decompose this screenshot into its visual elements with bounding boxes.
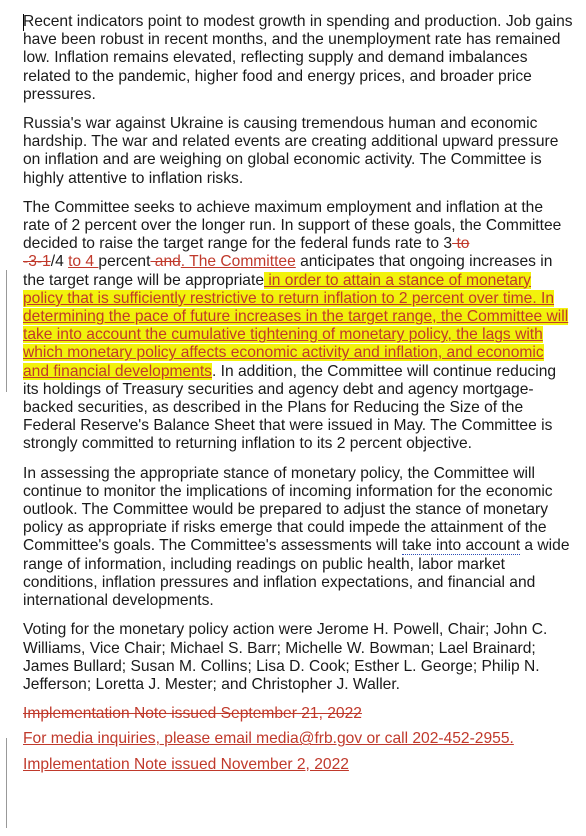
text-run: . In addition, the Committee will continue reducing its holdings of Treasury securities and agency debt and agency mortgage-backed securities, as described in the Plans for Reducing the Size of the Federal Reserve's Balance Sheet that were issued in May. The Committee is strongly committed to returning inflation to its 2 percent objective.: [23, 362, 557, 453]
deleted-text: -3-1: [23, 253, 51, 271]
paragraph-economic-indicators[interactable]: Recent indicators point to modest growth in spending and production. Job gains have been robust in recent months, and the unemployment rate has remained low. Inflation remains elevated, reflecting supply and demand imbalances related to the pandemic, higher food and energy prices, and broader price pressures.: [23, 13, 573, 103]
deleted-implementation-note[interactable]: Implementation Note issued September 21, 2022: [23, 705, 362, 723]
inserted-implementation-note[interactable]: Implementation Note issued November 2, 2022: [23, 755, 349, 773]
inserted-highlighted-text: in order to attain a stance of monetary policy that is sufficiently restrictive to return inflation to 2 percent over time. In determining the pace of future increases in the target range, the Committee will take into account the cumulative tightening of monetary policy, the lags with which monetary policy affects economic activity and inflation, and economic and financial developments: [23, 271, 569, 380]
media-inquiries-note[interactable]: For media inquiries, please email media@frb.gov or call 202-452-2955.: [23, 730, 514, 748]
text-run: percent: [98, 253, 151, 271]
change-bar-notes: [6, 738, 7, 828]
paragraph-assessing-stance[interactable]: [23, 465, 573, 611]
inserted-text: to 4: [68, 253, 99, 271]
text-run: a wide range of information, including readings on public health, labor market conditions, inflation pressures and inflation expectations, and financial and international developments.: [23, 537, 570, 610]
paragraph-policy-decision[interactable]: [23, 199, 573, 454]
dotted-underline-text: take into account: [402, 537, 521, 555]
paragraph-russia-ukraine[interactable]: Russia's war against Ukraine is causing tremendous human and economic hardship. The war and related events are creating additional upward pressure on inflation and are weighing on global economic activity. The Committee is highly attentive to inflation risks.: [23, 115, 559, 187]
inserted-text: . The Committee: [180, 253, 296, 271]
text-run: The Committee seeks to achieve maximum employment and inflation at the rate of 2 percent over the longer run. In support of these goals, the Committee decided to raise the target range for the federal funds rate to 3: [23, 198, 562, 253]
deleted-text: and: [150, 253, 181, 271]
document-body[interactable]: [23, 13, 573, 781]
text-run: /4: [50, 253, 69, 271]
deleted-text: to: [452, 235, 470, 253]
text-run: In assessing the appropriate stance of monetary policy, the Committee will continue to monitor the implications of incoming information for the economic outlook. The Committee would be prepared to adjust the stance of monetary policy as appropriate if risks emerge that could impede the attainment of the Committee's goals. The Committee's assessments will: [23, 464, 553, 555]
paragraph-voting[interactable]: Voting for the monetary policy action were Jerome H. Powell, Chair; John C. Williams, Vice Chair; Michael S. Barr; Michelle W. Bowman; Lael Brainard; James Bullard; Susan M. Collins; Lisa D. Cook; Esther L. George; Philip N. Jefferson; Loretta J. Mester; and Christopher J. Waller.: [23, 621, 548, 693]
text-run: anticipates that ongoing increases in the target range will be appropriate: [23, 253, 553, 289]
change-bar-paragraph-3: [6, 270, 7, 392]
